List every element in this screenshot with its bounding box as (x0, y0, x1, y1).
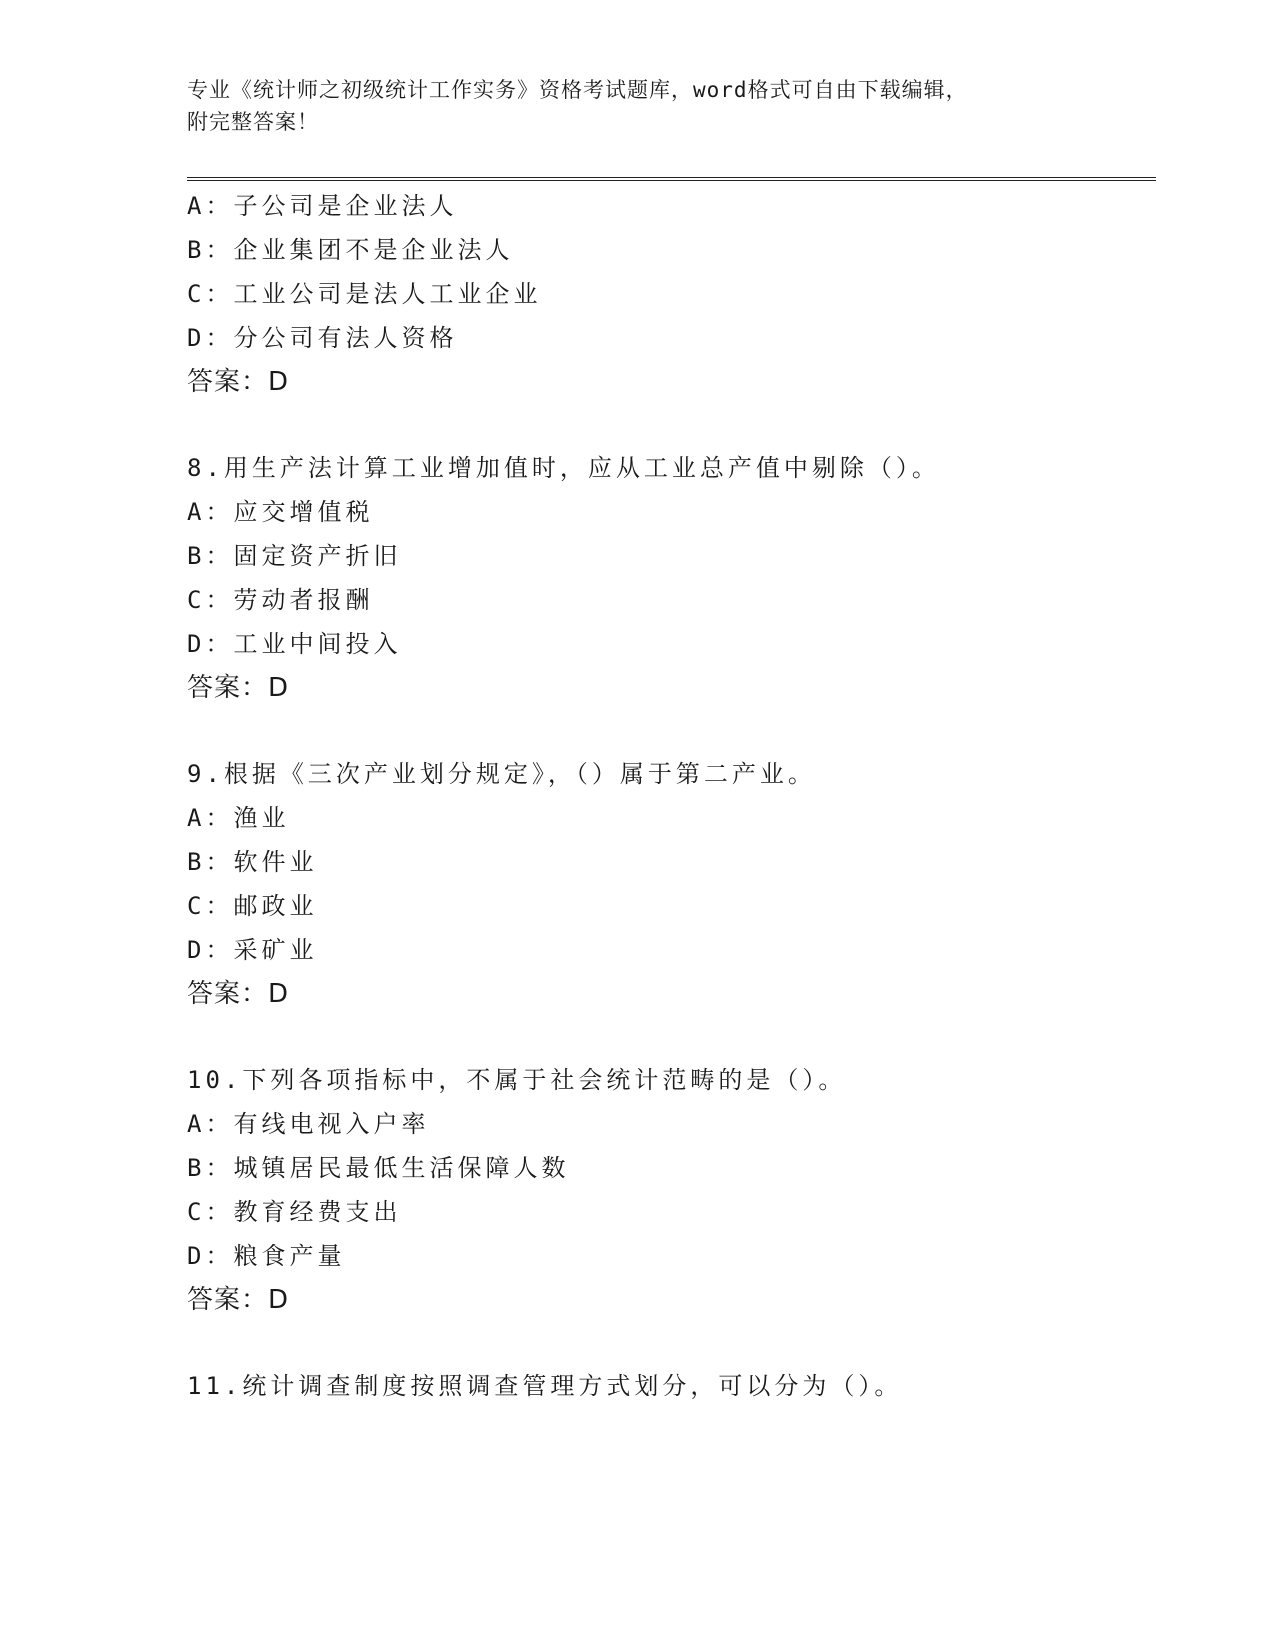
q10-option-b: B：城镇居民最低生活保障人数 (187, 1154, 570, 1182)
q8-option-d: D：工业中间投入 (187, 630, 402, 658)
q8-option-a: A：应交增值税 (187, 498, 374, 526)
q10-option-c: C：教育经费支出 (187, 1198, 402, 1226)
q7-option-b: B：企业集团不是企业法人 (187, 236, 514, 264)
q7-option-c: C：工业公司是法人工业企业 (187, 280, 542, 308)
q10-option-d: D：粮食产量 (187, 1242, 346, 1270)
q9-option-b: B：软件业 (187, 848, 318, 876)
q7-answer: 答案：D (187, 367, 290, 397)
header-divider (187, 177, 1156, 181)
q10-answer: 答案：D (187, 1285, 290, 1315)
q10-stem: 10.下列各项指标中，不属于社会统计范畴的是（）。 (187, 1066, 847, 1094)
q9-option-c: C：邮政业 (187, 892, 318, 920)
q9-option-d: D：采矿业 (187, 936, 318, 964)
q9-answer: 答案：D (187, 979, 290, 1009)
q7-option-d: D：分公司有法人资格 (187, 324, 458, 352)
q9-stem: 9.根据《三次产业划分规定》，（）属于第二产业。 (187, 760, 816, 788)
q8-option-c: C：劳动者报酬 (187, 586, 374, 614)
q8-stem: 8.用生产法计算工业增加值时，应从工业总产值中剔除（）。 (187, 454, 940, 482)
q8-answer: 答案：D (187, 673, 290, 703)
header-line-2: 附完整答案！ (187, 110, 319, 134)
q9-option-a: A：渔业 (187, 804, 290, 832)
document-header (187, 74, 1087, 138)
header-line-1: 专业《统计师之初级统计工作实务》资格考试题库，word格式可自由下载编辑， (187, 78, 968, 102)
q10-option-a: A：有线电视入户率 (187, 1110, 430, 1138)
q11-stem: 11.统计调查制度按照调查管理方式划分，可以分为（）。 (187, 1372, 903, 1400)
q8-option-b: B：固定资产折旧 (187, 542, 402, 570)
q7-option-a: A：子公司是企业法人 (187, 192, 458, 220)
